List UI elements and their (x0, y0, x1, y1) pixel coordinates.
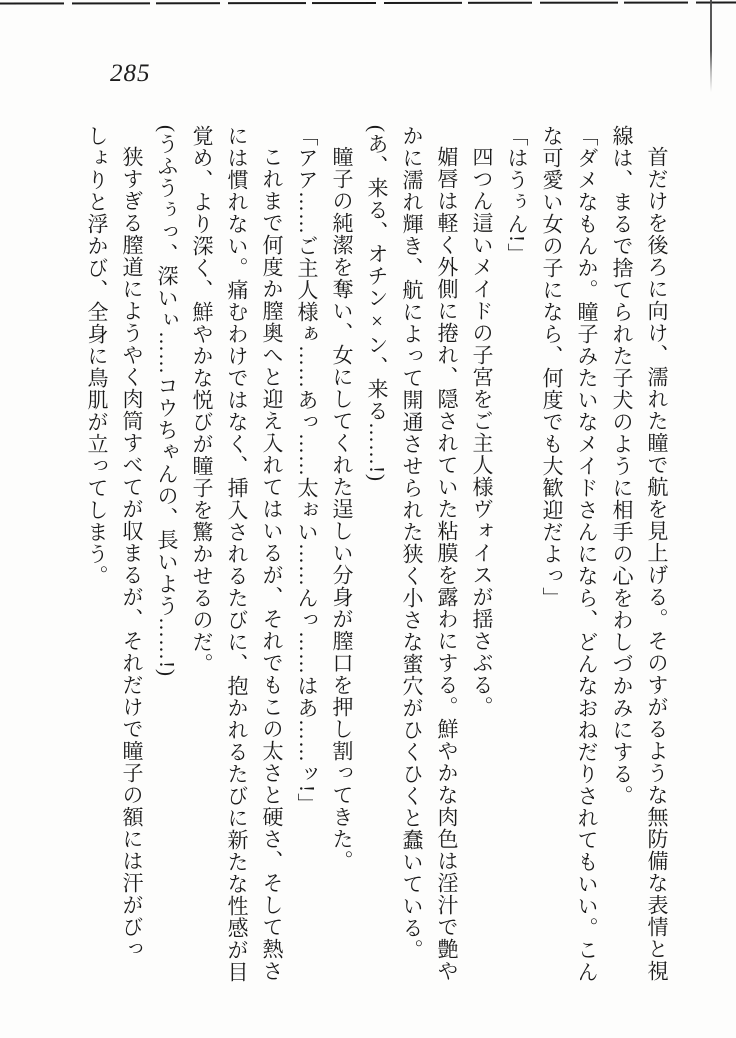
paragraph-dialogue: 「はうぅん!」 (505, 125, 529, 265)
paragraph-narration: 首だけを後ろに向け、濡れた瞳で航を見上げる。そのすがるような無防備な表情と視線は、まるで捨てられた子犬のように相手の心をわしづかみにする。 (610, 125, 669, 982)
paragraph-thought: (あ、来る、オチン×ン、来る……!) (365, 125, 389, 482)
paragraph-narration: 狭すぎる膣道にようやく肉筒すべてが収まるが、それだけで瞳子の額には汗がびっしょりと浮かび、全身に鳥肌が立ってしまう。 (85, 125, 144, 960)
scan-edge-artifact-top (0, 1, 736, 4)
page-number: 285 (110, 60, 151, 87)
paragraph-dialogue: 「アア……ご主人様ぁ……あっ……太ぉい……んっ……はあ……ッ!」 (295, 125, 319, 815)
paragraph-narration: 瞳子の純潔を奪い、女にしてくれた逞しい分身が膣口を押し割ってきた。 (330, 146, 354, 872)
vertical-text-block (79, 125, 674, 995)
paragraph-narration: 四つん這いメイドの子宮をご主人様ヴォイスが揺さぶる。 (470, 146, 494, 718)
scan-edge-artifact-right (710, 0, 712, 92)
paragraph-dialogue: 「ダメなもんか。瞳子みたいなメイドさんになら、どんなおねだりされてもいい。こんな可愛い女の子になら、何度でも大歓迎だよっ」 (540, 125, 599, 983)
paragraph-narration: これまで何度か膣奥へと迎え入れてはいるが、それでもこの太さと硬さ、そして熱さには慣れない。痛むわけではなく、挿入されるたびに、抱かれるたびに新たな性感が目覚め、より深く、鮮やかな悦びが瞳子を驚かせるのだ。 (190, 125, 284, 983)
paragraph-narration: 媚唇は軽く外側に捲れ、隠されていた粘膜を露わにする。鮮やかな肉色は淫汁で艶やかに濡れ輝き、航によって開通させられた狭く小さな蜜穴がひくひくと蠢いている。 (400, 125, 459, 982)
paragraph-thought: (うふうぅっ、深いぃ……コウちゃんの、長いよう……!) (155, 125, 179, 677)
